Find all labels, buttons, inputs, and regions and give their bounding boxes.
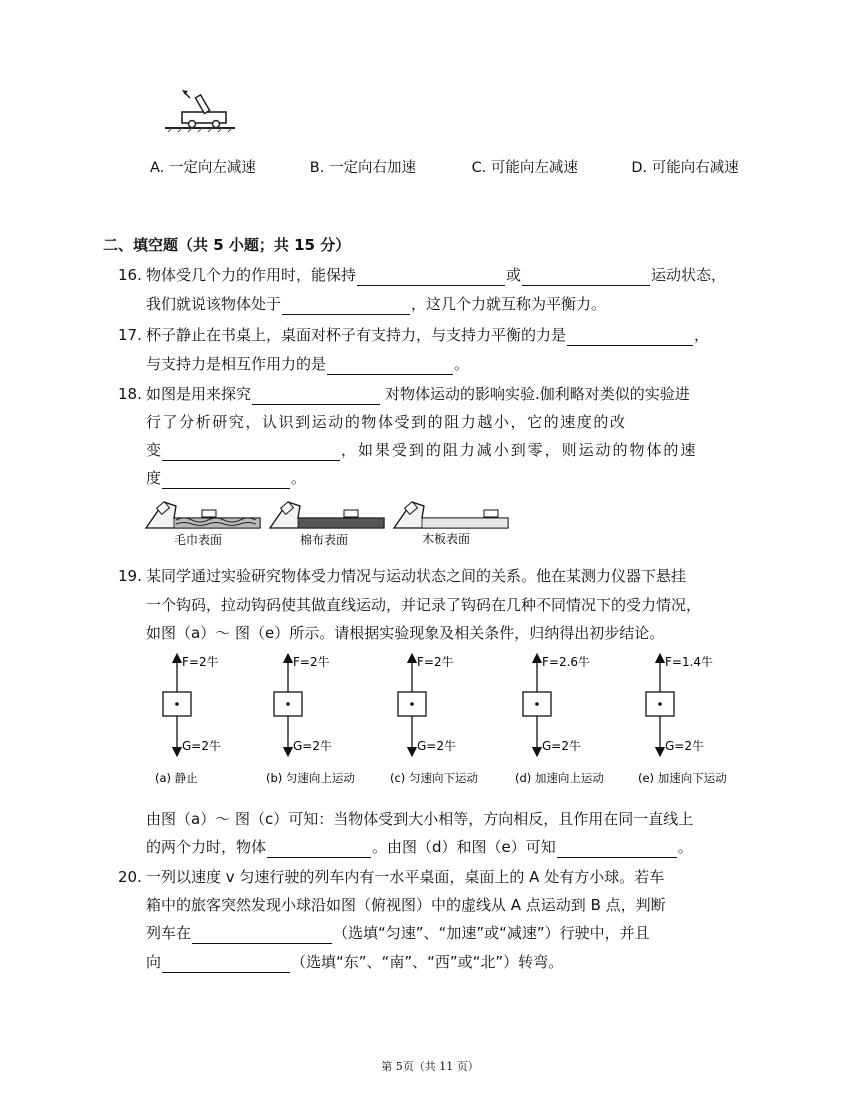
q17-line2 (146, 353, 469, 375)
force-g-label: G=2牛 (665, 739, 704, 753)
q19-line1: 某同学通过实验研究物体受力情况与运动状态之间的关系。他在某测力仪器下悬挂 (146, 567, 687, 585)
answer-blank[interactable] (267, 841, 371, 858)
cotton-surface-panel (270, 502, 384, 528)
force-g-label: G=2牛 (417, 739, 456, 753)
answer-blank[interactable] (192, 927, 332, 944)
surfaces-figure (144, 496, 510, 548)
answer-blank[interactable] (162, 444, 340, 461)
q16-text: 运动状态， (651, 266, 727, 284)
center-dot (658, 702, 662, 706)
q20-line3 (146, 922, 650, 944)
force-g-label: G=2牛 (182, 739, 221, 753)
q16-number: 16. (118, 266, 142, 284)
q20-line4 (146, 951, 563, 973)
force-g-label: G=2牛 (293, 739, 332, 753)
force-g-label: G=2牛 (542, 739, 581, 753)
figure-caption: (c) 匀速向下运动 (390, 771, 478, 785)
q20-line2: 箱中的旅客突然发现小球沿如图（俯视图）中的虚线从 A 点运动到 B 点，判断 (146, 896, 666, 914)
answer-blank[interactable] (327, 358, 453, 375)
q16-text: 物体受几个力的作用时，能保持 (146, 266, 357, 284)
center-dot (535, 702, 539, 706)
q17-text: 。 (454, 355, 470, 373)
q19-line5 (146, 836, 693, 858)
section-title: 二、填空题（共 5 小题；共 15 分） (103, 236, 351, 254)
q18-text: 变 (146, 441, 162, 459)
q20-text: 列车在 (146, 924, 192, 942)
answer-blank[interactable] (522, 269, 650, 286)
q19-text: 。由图（d）和图（e）可知 (372, 838, 556, 856)
towel-surface-panel (146, 502, 260, 528)
force-f-label: F=2牛 (417, 655, 454, 669)
force-diagram-e (638, 654, 727, 785)
center-dot (175, 702, 179, 706)
q18-text: 。 (291, 469, 307, 487)
answer-blank[interactable] (282, 298, 410, 315)
force-f-label: F=2.6牛 (542, 655, 591, 669)
q18-line2: 行 了 分 析 研 究 ， 认 识 到 运 动 的 物 体 受 到 的 阻 力 越 小 ， 它 的 速 度 的 改 (146, 413, 624, 431)
q19-line4: 由图（a）～ 图（c）可知：当物体受到大小相等，方向相反，且作用在同一直线上 (146, 810, 694, 828)
q18-line4 (146, 467, 306, 489)
q16-text: 我们就说该物体处于 (146, 295, 282, 313)
option-b: B. 一定向右加速 (309, 160, 416, 176)
q18-text: ， 如 果 受 到 的 阻 力 减 小 到 零 ， 则 运 动 的 物 体 的 速 (341, 441, 694, 459)
force-diagram-b (266, 654, 355, 785)
answer-blank[interactable] (357, 269, 505, 286)
figure-caption: (b) 匀速向上运动 (266, 771, 355, 785)
q18-line1 (146, 383, 690, 405)
option-d: D. 可能向右减速 (631, 160, 739, 176)
q19-text: 。 (677, 838, 693, 856)
q20-line1: 一列以速度 v 匀速行驶的列车内有一水平桌面，桌面上的 A 处有方小球。若车 (146, 868, 665, 886)
force-f-label: F=2牛 (293, 655, 330, 669)
option-a: A. 一定向左减速 (150, 160, 256, 176)
q19-line3: 如图（a）～ 图（e）所示。请根据实验现象及相关条件，归纳得出初步结论。 (146, 624, 665, 642)
q15-options (150, 156, 739, 177)
force-f-label: F=2牛 (182, 655, 219, 669)
q19-text: 的两个力时，物体 (146, 838, 267, 856)
force-f-label: F=1.4牛 (665, 655, 714, 669)
q18-line3 (146, 439, 694, 461)
q17-number: 17. (118, 326, 142, 344)
q16-text: 或 (506, 266, 522, 284)
q20-text: （选填“匀速”、“加速”或“减速”）行驶中，并且 (333, 924, 650, 942)
cart-figure (160, 84, 240, 134)
q18-text: 对物体运动的影响实验.伽利略对类似的实验进 (385, 385, 690, 403)
fig-label-cotton: 棉布表面 (300, 533, 349, 547)
q17-text: ， (694, 326, 710, 344)
answer-blank[interactable] (557, 841, 677, 858)
fig-label-towel: 毛巾表面 (174, 533, 223, 547)
force-diagram-d (515, 654, 604, 785)
force-diagram-c (390, 654, 478, 785)
q17-text: 与支持力是相互作用力的是 (146, 355, 327, 373)
figure-caption: (a) 静止 (155, 771, 198, 785)
figure-caption: (e) 加速向下运动 (638, 771, 727, 785)
q18-text: 如图是用来探究 (146, 385, 252, 403)
answer-blank[interactable] (162, 472, 290, 489)
center-dot (286, 702, 290, 706)
q19-line2: 一个钩码，拉动钩码使其做直线运动，并记录了钩码在几种不同情况下的受力情况， (146, 596, 702, 614)
q18-text: 度 (146, 469, 162, 487)
q17-text: 杯子静止在书桌上，桌面对杯子有支持力，与支持力平衡的力是 (146, 326, 567, 344)
q17-line1 (146, 324, 709, 346)
force-diagram-a (155, 654, 221, 785)
center-dot (410, 702, 414, 706)
fig-label-wood: 木板表面 (422, 532, 471, 546)
force-diagrams (150, 650, 750, 790)
q20-text: 向 (146, 953, 162, 971)
option-c: C. 可能向左减速 (471, 160, 578, 176)
q20-text: （选填“东”、“南”、“西”或“北”）转弯。 (291, 953, 564, 971)
page-footer: 第 5页（共 11 页） (381, 1060, 479, 1073)
q18-number: 18. (118, 385, 142, 403)
answer-blank[interactable] (252, 388, 380, 405)
q16-line2 (146, 293, 606, 315)
q16-text: ，这几个力就互称为平衡力。 (411, 295, 607, 313)
figure-caption: (d) 加速向上运动 (515, 771, 604, 785)
wood-surface-panel (394, 502, 508, 528)
q16-line1 (146, 264, 726, 286)
q20-number: 20. (118, 868, 142, 886)
q19-number: 19. (118, 567, 142, 585)
answer-blank[interactable] (567, 329, 693, 346)
answer-blank[interactable] (162, 956, 290, 973)
